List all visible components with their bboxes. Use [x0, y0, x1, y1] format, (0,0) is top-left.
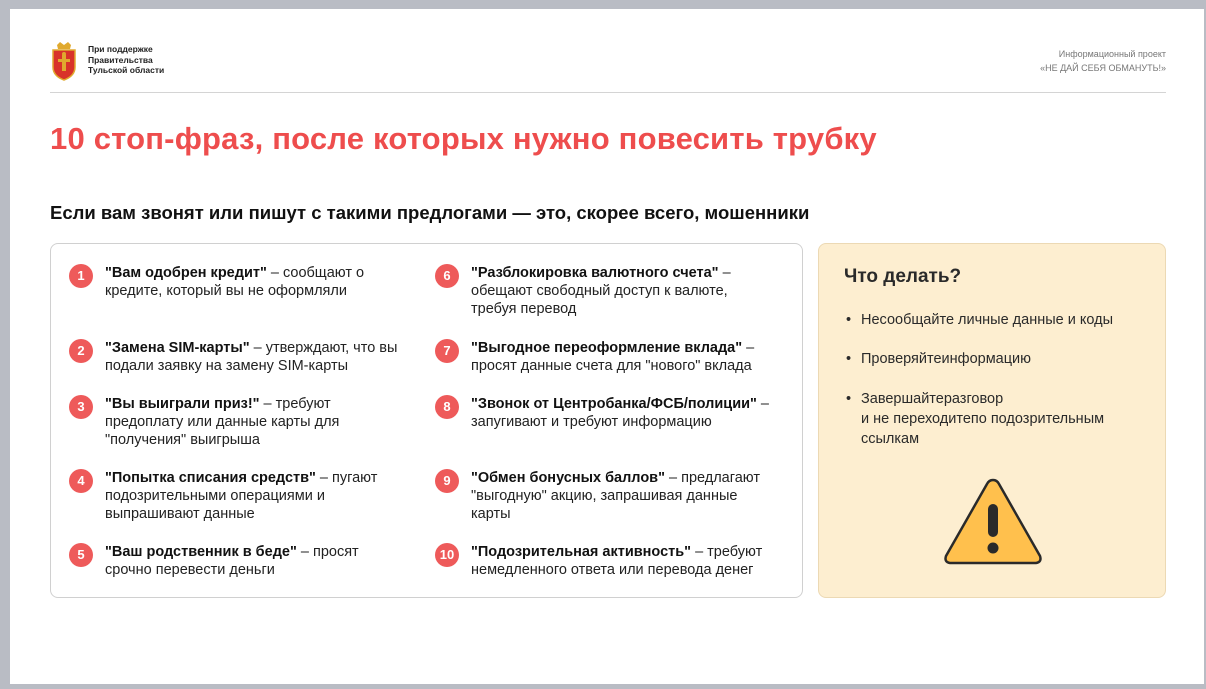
- phrase-description: – утверждают, что вы подали заявку на замену SIM-карты: [105, 340, 398, 374]
- todo-line: и не переходитепо подозрительным: [861, 411, 1105, 427]
- phrase-description: – предлагают "выгодную" акцию, запрашивая данные карты: [471, 470, 760, 522]
- phrase-title: "Обмен бонусных баллов": [471, 470, 665, 486]
- number-badge: 7: [435, 339, 459, 363]
- number-badge: 9: [435, 469, 459, 493]
- phrase-title: "Вы выиграли приз!": [105, 396, 260, 412]
- phrase-title: "Подозрительная активность": [471, 544, 692, 560]
- slide: [10, 9, 1204, 684]
- todo-item: [846, 389, 1146, 449]
- phrase-text: [471, 264, 765, 318]
- phrase-description: – требуют предоплату или данные карты для "получения" выигрыша: [105, 396, 340, 448]
- phrase-item: [69, 469, 389, 523]
- phrase-description: – запугивают и требуют информацию: [471, 396, 769, 430]
- number-badge: 8: [435, 395, 459, 419]
- phrase-text: [105, 264, 399, 300]
- number-badge: 6: [435, 264, 459, 288]
- stop-phrases-card: [50, 243, 803, 598]
- number-badge: 10: [435, 543, 459, 567]
- phrase-text: [105, 395, 359, 449]
- phrase-description: – пугают подозрительными операциями и выпрашивают данные: [105, 470, 378, 522]
- page-title: 10 стоп-фраз, после которых нужно повесить трубку: [50, 121, 877, 156]
- phrase-text: [471, 469, 765, 523]
- phrase-text: [105, 339, 399, 375]
- phrase-item: [69, 395, 359, 449]
- tula-coat-of-arms-icon: [50, 41, 78, 81]
- project-label: [1040, 47, 1166, 75]
- warning-icon: [941, 476, 1045, 570]
- phrase-title: "Выгодное переоформление вклада": [471, 340, 743, 356]
- page-subtitle: Если вам звонят или пишут с такими предлогами — это, скорее всего, мошенники: [50, 202, 810, 223]
- project-line: Информационный проект: [1058, 49, 1166, 59]
- todo-item: [846, 349, 1146, 369]
- phrase-item: [69, 543, 359, 579]
- todo-title: Что делать?: [844, 266, 962, 287]
- phrase-text: [471, 543, 795, 579]
- phrase-item: [435, 543, 795, 579]
- number-badge: 2: [69, 339, 93, 363]
- phrase-title: "Вам одобрен кредит": [105, 265, 267, 281]
- todo-line: • Проверяйтеинформацию: [861, 351, 1032, 367]
- phrase-description: – сообщают о кредите, который вы не оформляли: [105, 265, 365, 299]
- support-text: [88, 44, 164, 76]
- phrase-item: [435, 339, 795, 375]
- phrase-title: "Разблокировка валютного счета": [471, 265, 719, 281]
- phrase-text: [105, 543, 359, 579]
- number-badge: 4: [69, 469, 93, 493]
- todo-item: [846, 310, 1146, 330]
- phrase-item: [69, 339, 399, 375]
- todo-line: • Завершайтеразговор: [861, 391, 1004, 407]
- phrase-title: "Звонок от Центробанка/ФСБ/полиции": [471, 396, 757, 412]
- phrase-description: – обещают свободный доступ к валюте, требуя перевод: [471, 265, 731, 317]
- phrase-title: "Попытка списания средств": [105, 470, 316, 486]
- project-line: «НЕ ДАЙ СЕБЯ ОБМАНУТЬ!»: [1040, 63, 1166, 73]
- phrase-title: "Замена SIM-карты": [105, 340, 250, 356]
- phrase-text: [105, 469, 389, 523]
- phrase-title: "Ваш родственник в беде": [105, 544, 297, 560]
- support-line: Правительства: [88, 54, 153, 65]
- phrase-item: [69, 264, 399, 300]
- phrase-description: – просят данные счета для "нового" вклада: [471, 340, 755, 374]
- header: [50, 41, 1166, 93]
- support-line: Тульской области: [88, 65, 165, 75]
- logo-block: [50, 41, 164, 81]
- phrase-item: [435, 264, 765, 318]
- todo-line: • Несообщайте личные данные и коды: [861, 312, 1114, 328]
- phrase-description: – требуют немедленного ответа или перевода денег: [471, 544, 763, 578]
- support-line: При поддержке: [88, 44, 153, 54]
- phrase-item: [435, 395, 795, 431]
- what-to-do-card: [818, 243, 1166, 598]
- number-badge: 1: [69, 264, 93, 288]
- number-badge: 5: [69, 543, 93, 567]
- number-badge: 3: [69, 395, 93, 419]
- phrase-item: [435, 469, 765, 523]
- phrase-text: [471, 339, 795, 375]
- phrase-text: [471, 395, 795, 431]
- todo-line: ссылкам: [861, 431, 920, 447]
- phrase-description: – просят срочно перевести деньги: [105, 544, 359, 578]
